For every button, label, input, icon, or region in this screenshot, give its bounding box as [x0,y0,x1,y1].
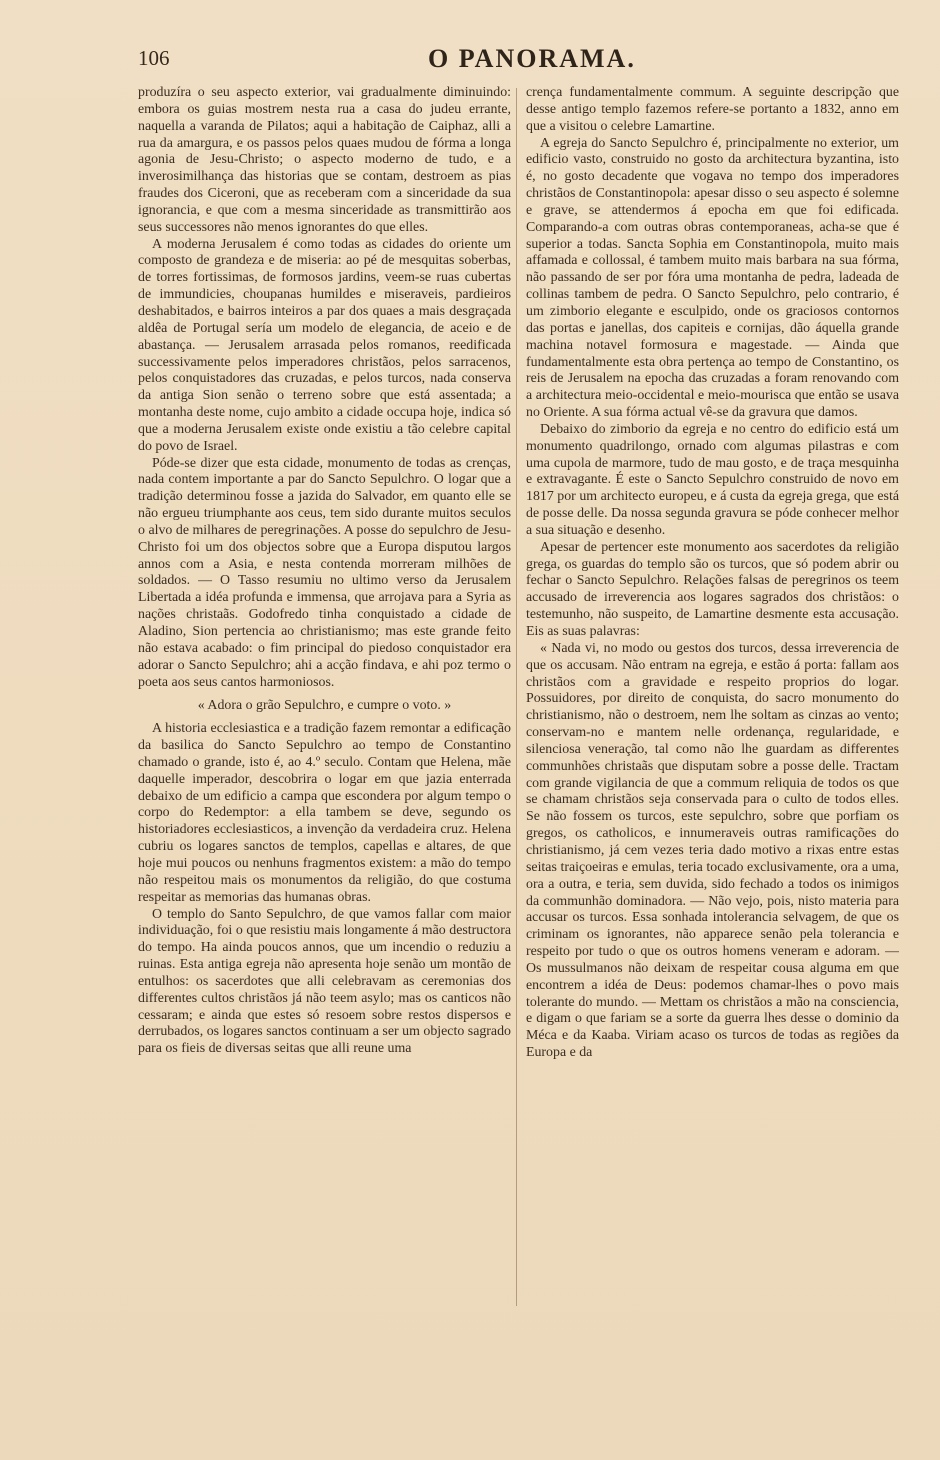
left-column [138,85,511,1315]
paragraph: Apesar de pertencer este monumento aos sacerdotes da religião grega, os guardas do templo são os turcos, que só podem abrir ou fechar o Sancto Sepulchro. Relações falsas de peregrinos os teem accusado de irreverencia aos logares sagrados dos christãos: o testemunho, não suspeito, de Lamartine desmente esta accusação. Eis as suas palavras: [526,539,899,639]
paragraph: crença fundamentalmente commum. A seguinte descripção que desse antigo templo fazemos refere-se portanto a 1832, anno em que a visitou o celebre Lamartine. [526,85,899,134]
verse-quote: « Adora o grão Sepulchro, e cumpre o voto. » [197,698,452,714]
column-divider [516,88,517,1306]
page-number: 106 [138,46,170,70]
paragraph: A moderna Jerusalem é como todas as cidades do oriente um composto de grandeza e de miseria: ao pé de mesquitas soberbas, de torres fortissimas, de formosos jardins, veem-se ruas cubertas de immundicies, choupanas humildes e miseraveis, pardieiros deshabitados, e bairros inteiros a par dos quaes a mais desgraçada aldêa de Portugal sería um modelo de elegancia, de aceio e de abastança. — Jerusalem arrasada pelos romanos, reedificada successivamente pelos imperadores christãos, pelos sarracenos, pelos conquistadores das cruzadas, e pelos turcos, nada conserva da antiga Sion senão o terreno sobre que está assentada; a montanha deste nome, cujo ambito a cidade occupa hoje, indica só que a moderna Jerusalem existe onde existiu a tão celebre capital do povo de Israel. [138,236,511,454]
paragraph: Debaixo do zimborio da egreja e no centro do edificio está um monumento quadrilongo, ornado com algumas pilastras e com uma cupola de marmore, tudo de mau gosto, e de traça mesquinha e extravagante. É este o Sancto Sepulchro construido de novo em 1817 por um architecto europeu, e á custa da egreja grega, que está de posse delle. Da nossa segunda gravura se póde conhecer melhor a sua situação e desenho. [526,421,899,538]
publication-title: O PANORAMA. [428,44,636,73]
paragraph: Póde-se dizer que esta cidade, monumento de todas as crenças, nada contem importante a par do Sancto Sepulchro. O logar que a tradição determinou fosse a jazida do Salvador, em quanto elle se não ergueu triumphante aos ceus, tem sido durante muitos seculos o alvo de milhares de peregrinações. A posse do sepulchro de Jesu-Christo foi um dos objectos sobre que a Europa disputou largos annos com a Asia, e nesta contenda morreram milhões de soldados. — O Tasso resumiu no ultimo verso da Jerusalem Libertada a idéa profunda e immensa, que arrojava para a Syria as nações christaãs. Godofredo tinha conquistado a cidade de Aladino, Sion pertencia ao christianismo; mas este grande feito não estava acabado: o fim principal do piedoso conquistador era adorar o Sancto Sepulchro; ahi a acção findava, e ahi poz termo o poeta aos seus cantos harmoniosos. [138,455,511,690]
page-header [138,44,908,84]
paragraph: A egreja do Sancto Sepulchro é, principalmente no exterior, um edificio vasto, construido no gosto da architectura byzantina, isto é, no gosto decadente que vogava no tempo dos imperadores christãos de Constantinopola: apesar disso o seu aspecto é solemne e grave, se attendermos á epocha em que foi edificada. Comparando-a com outras obras contemporaneas, acha-se que é superior a todas. Sancta Sophia em Constantinopola, muito mais affamada e collossal, é tambem muito mais barbara na sua fórma, não passando de ser por fóra uma montanha de pedra, ladeada de collinas tambem de pedra. O Sancto Sepulchro, pelo contrario, é um zimborio elegante e esculpido, onde os graciosos contornos das portas e janellas, dos capiteis e cornijas, dão áquella grande machina notavel formosura e magestade. — Ainda que fundamentalmente esta obra pertença ao tempo de Constantino, os reis de Jerusalem na epocha das cruzadas a foram renovando com a architectura meio-occidental e meio-mourisca que então se usava no Oriente. A sua fórma actual vê-se da gravura que damos. [526,135,899,421]
paragraph: O templo do Santo Sepulchro, de que vamos fallar com maior individuação, foi o que resistiu mais longamente á mão destructora do tempo. Ha ainda poucos annos, que um incendio o reduziu a ruinas. Esta antiga egreja não apresenta hoje senão um montão de entulhos: os sacerdotes que alli celebravam as ceremonias dos differentes cultos christãos já não teem asylo; mas os canticos não cessaram; e ainda que estes só resoem sobre restos dispersos e derrubados, os logares sanctos continuam a ser um objecto sagrado para os fieis de diversas seitas que alli reune uma [138,906,511,1057]
paragraph: produzíra o seu aspecto exterior, vai gradualmente diminuindo: embora os guias mostrem nesta rua a casa do judeu errante, naquella a varanda de Pilatos; aqui a habitação de Caiphaz, alli a rua da amargura, e os passos pelos quaes mudou de fórma a longa agonia de Jesu-Christo; o aspecto moderno de tudo, e a inverosimilhança das historias que se contam, destroem as pias fraudes dos Ciceroni, que as receberam com a sinceridade da sua ignorancia, e que com a mesma sinceridade as transmittirão aos seus successores não menos ignorantes do que elles. [138,85,511,235]
right-column [526,85,899,1315]
paragraph: « Nada vi, no modo ou gestos dos turcos, dessa irreverencia de que os accusam. Não entram na egreja, e estão á porta: fallam aos christãos com a gravidade e respeito proprios do logar. Possuidores, por direito de conquista, do sacro monumento do christianismo, não o destroem, nem lhe soltam as cinzas ao vento; conservam-no e mantem nelle ordenança, regularidade, e silenciosa veneração, tal como não lhe guardam as differentes communhões christaãs que disputam sobre a posse delle. Tractam com grande vigilancia de que a commum reliquia de todos os que se chamam christãos seja conservada para o culto de todos elles. Se não fossem os turcos, este sepulchro, sobre que porfiam os gregos, os catholicos, e innumeraveis outras ramificações do christianismo, já cem vezes teria dado motivo a rixas entre estas seitas traiçoeiras e emulas, teria tocado exclusivamente, ora a uma, ora a outra, e teria, sem duvida, sido fechado a todos os inimigos da communhão dominadora. — Não vejo, pois, nisto materia para accusar os turcos. Essa sonhada intolerancia selvagem, de que os criminam os ignorantes, não apparece senão pela tolerancia e respeito por tudo o que os outros homens veneram e adoram. — Os mussulmanos não deixam de respeitar cousa alguma em que encontrem a idéa de Deus: podemos chamar-lhes o povo mais tolerante do mundo. — Mettam os christãos a mão na consciencia, e digam o que fariam se a sorte da guerra lhes desse o dominio da Méca e da Kaaba. Viriam acaso os turcos de todas as regiões da Europa e da [526,640,899,1061]
paragraph: A historia ecclesiastica e a tradição fazem remontar a edificação da basilica do Sancto Sepulchro ao tempo de Constantino chamado o grande, isto é, ao 4.º seculo. Contam que Helena, mãe daquelle imperador, descobrira o logar em que jazia enterrada debaixo de um edificio a campa que escondera por algum tempo o corpo do Redemptor: a ella tambem se deve, segundo os historiadores ecclesiasticos, a invenção da verdadeira cruz. Helena cubriu os logares sanctos de templos, capellas e altares, de que hoje mui poucos ou nenhuns fragmentos existem: a mão do tempo não respeitou mais os monumentos da religião, do que costuma respeitar as memorias das humanas obras. [138,721,511,905]
